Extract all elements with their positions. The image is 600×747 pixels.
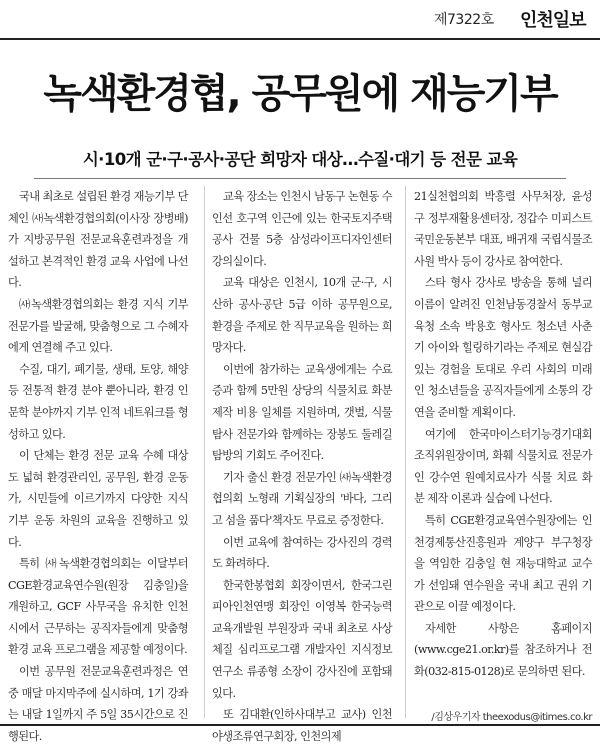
- divider: [34, 178, 566, 179]
- paragraph: 이번 공무원 전문교육훈련과정은 연중 매달 마지막주에 실시하며, 1기 강좌는 내달 1일까지 주 5일 35시간으로 진행된다.: [8, 665, 188, 743]
- paragraph: 수질, 대기, 폐기물, 생태, 토양, 해양 등 전통적 환경 분야 뿐아니라, 환경 인문학 분야까지 기부 인적 네트워크를 형성하고 있다.: [8, 362, 188, 441]
- headline: 녹색환경협, 공무원에 재능기부: [43, 71, 557, 117]
- paragraph: 기자 출신 환경 전문가인 ㈔녹색환경협의회 노형래 기획실장의 '바다, 그리고 섬을 품다'책자도 무료로 증정한다.: [212, 470, 392, 527]
- paragraph: 국내 최초로 설립된 환경 재능기부 단체인 ㈔녹색환경협의회(이사장 장병배)가 지방공무원 전문교육훈련과정을 개설하고 본격적인 환경 교육 사업에 나선다.: [8, 190, 188, 290]
- paragraph: 특히 ㈔녹색환경협의회는 이달부터 CGE환경교육연수원(원장 김충일)을 개원하고, GCF 사무국을 유치한 인천시에서 근무하는 공직자들에게 맞춤형 환경 교육 프로그램을 제공할 예정이다.: [8, 557, 188, 657]
- paragraph: ㈔녹색환경협의회는 환경 지식 기부 전문가를 발굴해, 맞춤형으로 그 수혜자에게 연결해 주고 있다.: [8, 297, 188, 355]
- article-column-3: [414, 186, 592, 683]
- column-divider: [405, 186, 406, 718]
- paragraph: 또 김대환(인하사대부고 교사) 인천야생조류연구회장, 인천의제: [212, 708, 392, 743]
- masthead: [0, 0, 600, 40]
- paragraph: 교육 대상은 인천시, 10개 군·구, 시 산하 공사·공단 5급 이하 공무원으로, 환경을 주제로 한 직무교육을 원하는 희망자다.: [212, 276, 392, 355]
- paragraph: 스타 형사 강사로 방송을 통해 널리 이름이 알려진 인천남동경찰서 동부교육청 소속 박용호 형사도 청소년 사춘기 아이와 힐링하기라는 주제로 현실감있는 경험을 토대로 우리 사회의 미래인 청소년들을 공직자들에게 소통의 강연을 준비할 계획이다.: [414, 276, 592, 419]
- newspaper-name: 인천일보: [520, 10, 586, 31]
- paragraph: 한국한봉협회 회장이면서, 한국그린피아인천연맹 회장인 이영복 한국능력교육개발원 부원장과 국내 최초로 사상체질 심리프로그램 개발자인 지식정보연구소 류종형 소장이 강사진에 포함돼 있다.: [212, 578, 392, 700]
- paragraph: 교육 장소는 인천시 남동구 논현동 수인선 호구역 인근에 있는 한국토지주택공사 건물 5층 삼성라이프디자인센터 강의실이다.: [212, 190, 392, 268]
- divider: [0, 724, 600, 726]
- paragraph: 이번에 참가하는 교육생에게는 수료증과 함께 5만원 상당의 식물치료 화분 제작 비용 일체를 지원하며, 갯벌, 식물 탐사 전문가와 함께하는 장봉도 둘레길 탐방의 기회도 주어진다.: [212, 362, 392, 463]
- issue-number: 제7322호: [434, 12, 494, 28]
- byline: /김상우기자 theexodus@itimes.co.kr: [431, 712, 592, 723]
- paragraph: 특히 CGE환경교육연수원장에는 인천경제통산진흥원과 계양구 부구청장을 역임한 김충일 현 재능대학교 교수가 선임돼 연수원을 국내 최고 권위 기관으로 이끌 예정이다.: [414, 513, 592, 614]
- paragraph: 자세한 사항은 홈페이지(www.cge21.or.kr)를 참조하거나 전화(032-815-0128)로 문의하면 된다.: [414, 621, 592, 679]
- article-column-2: [212, 186, 392, 747]
- column-divider: [204, 186, 205, 718]
- paragraph: 이번 교육에 참여하는 강사진의 경력도 화려하다.: [212, 535, 392, 571]
- paragraph: 21실천협의회 박흥렬 사무처장, 윤성구 정부재활용센터장, 정갑수 미피스트국민운동본부 대표, 배귀재 국립식물조사원 박사 등이 강사로 참여한다.: [414, 190, 592, 268]
- article-column-1: [8, 186, 188, 747]
- subheadline: 시·10개 군·구·공사·공단 희망자 대상…수질·대기 등 전문 교육: [82, 150, 518, 169]
- paragraph: 여기에 한국마이스터기능경기대회 조직위원장이며, 화훼 식물치료 전문가인 강수연 원예치료사가 식물 치료 화분 제작 이론과 실습에 나선다.: [414, 427, 592, 506]
- paragraph: 이 단체는 환경 전문 교육 수혜 대상도 넓혀 환경관리인, 공무원, 환경 운동가, 시민들에 이르기까지 다양한 지식 기부 운동 차원의 교육을 진행하고 있다.: [8, 449, 188, 549]
